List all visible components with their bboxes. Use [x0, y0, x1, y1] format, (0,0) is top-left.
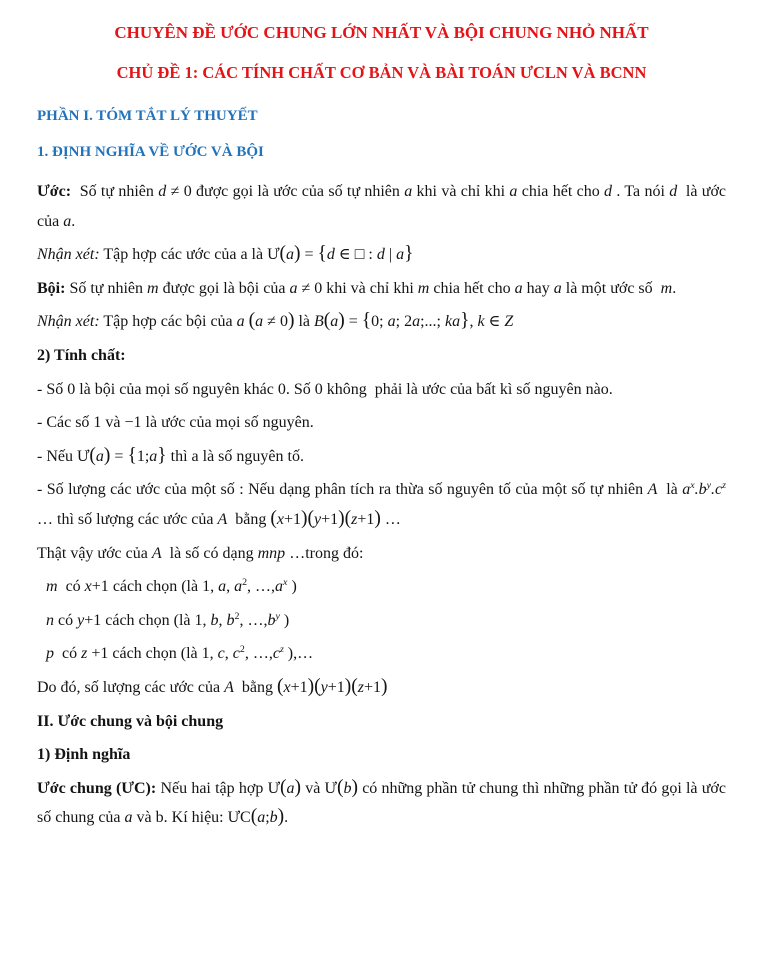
heading-uoc-chung-boi-chung: II. Ước chung và bội chung	[37, 712, 224, 730]
heading-dinh-nghia-2: 1) Định nghĩa	[37, 746, 131, 764]
paragraph-chon-n: n có y+1 cách chọn (là 1, b, $b^2$, $\dots,b^y$ )	[46, 610, 290, 629]
heading-part-i: PHẦN I. TÓM TẮT LÝ THUYẾT	[37, 108, 258, 125]
paragraph-uoc-dinh-nghia: Ước: Số tự nhiên d ≠ 0 được gọi là ước của số tự nhiên a khi và chỉ khi a chia hết cho d . Ta nói d là ước của a.	[37, 183, 727, 230]
doc-subtitle: CHỦ ĐỀ 1: CÁC TÍNH CHẤT CƠ BẢN VÀ BÀI TOÁN ƯCLN VÀ BCNN	[116, 63, 647, 83]
paragraph-nhan-xet-boi: Nhận xét: Tập hợp các bội của a (a ≠ 0) là B(a) = {0; a; 2a;...; ka}, k ∈ Z	[37, 310, 514, 332]
paragraph-so-luong-uoc: - Số lượng các ước của một số : Nếu dạng phân tích ra thừa số nguyên tố của một số tự nhiên A là $a^x.b^y.c^z$ … thì số lượng các ước của A bằng (x+1)(y+1)(z+1) …	[37, 480, 727, 530]
paragraph-nhan-xet-uoc: Nhận xét: Tập hợp các ước của a là Ư(a) = {d ∈ □ : d | a}	[37, 243, 414, 265]
paragraph-do-do: Do đó, số lượng các ước của A bằng (x+1)(y+1)(z+1)	[37, 676, 388, 697]
doc-title: CHUYÊN ĐỀ ƯỚC CHUNG LỚN NHẤT VÀ BỘI CHUNG NHỎ NHẤT	[114, 23, 649, 42]
paragraph-that-vay: Thật vậy ước của A là số có dạng mnp …trong đó:	[37, 544, 364, 562]
paragraph-uoc-chung-dinh-nghia: Ước chung (ƯC): Nếu hai tập hợp Ư(a) và Ư(b) có những phần tử chung thì những phần tử đó gọi là ước số chung của a và b. Kí hiệu: ƯC(a;b).	[37, 776, 726, 828]
paragraph-tinh-chat-3: - Nếu Ư(a) = {1;a} thì a là số nguyên tố.	[37, 444, 304, 466]
paragraph-chon-p: p có z +1 cách chọn (là 1, c, $c^2$, $\dots,c^z$ ),…	[46, 644, 314, 663]
paragraph-tinh-chat-2: - Các số 1 và −1 là ước của mọi số nguyên.	[37, 414, 314, 432]
paragraph-tinh-chat-1: - Số 0 là bội của mọi số nguyên khác 0. Số 0 không phải là ước của bất kì số nguyên nào.	[37, 380, 613, 398]
document-body	[37, 177, 726, 833]
paragraph-chon-m: m có x+1 cách chọn (là 1, a, $a^2$, $\dots,a^x$ )	[46, 577, 297, 596]
heading-tinh-chat: 2) Tính chất:	[37, 347, 126, 365]
paragraph-boi-dinh-nghia: Bội: Số tự nhiên m được gọi là bội của a ≠ 0 khi và chỉ khi m chia hết cho a hay a là một ước số m.	[37, 279, 677, 297]
heading-dinh-nghia-uoc-boi: 1. ĐỊNH NGHĨA VỀ ƯỚC VÀ BỘI	[37, 143, 264, 160]
